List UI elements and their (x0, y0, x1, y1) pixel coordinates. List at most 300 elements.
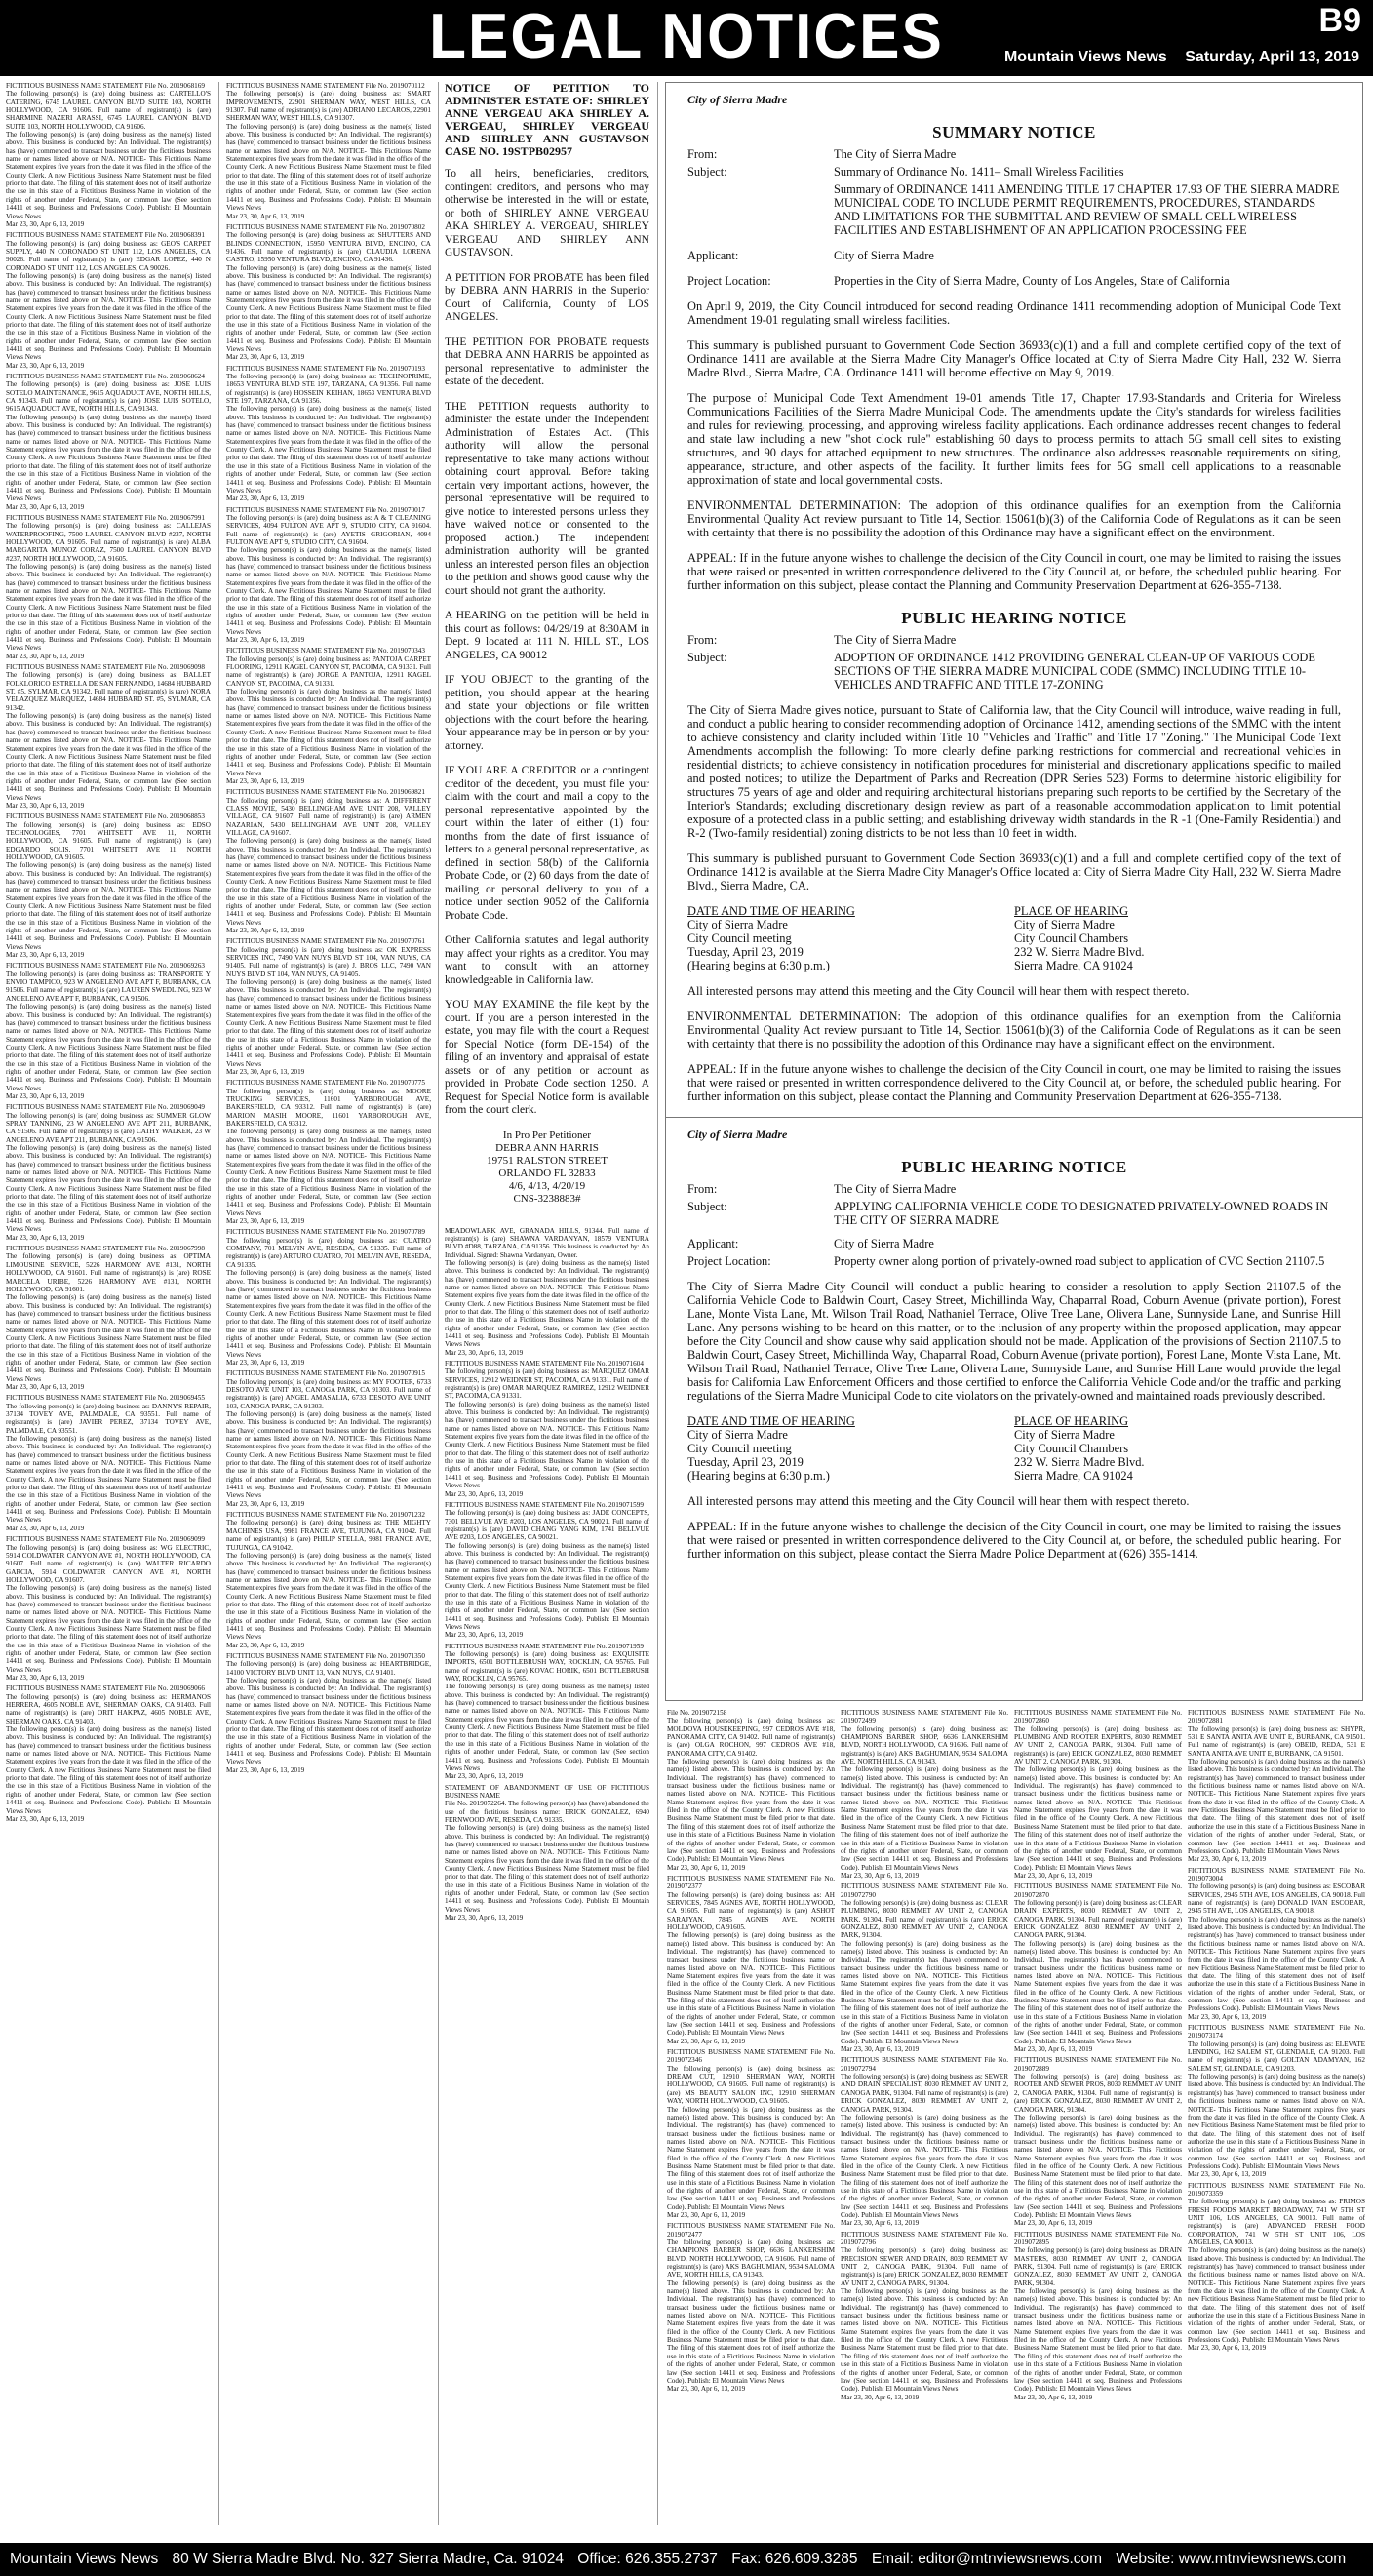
legal-notice (1188, 1867, 1365, 2022)
legal-notice (226, 506, 431, 645)
notice-body: The following person(s) is (are) doing business as: CHAMPIONS BARBER SHOP, 6636 LANKERSHIM BLVD, NORTH HOLLYWOOD, CA 91606. Full name of registrant(s) is (are) AKS BAGHUMIAN, 9534 SALOMA AVE, NORTH HILLS, CA 91343. (841, 1724, 1008, 1766)
notice-boilerplate: The following person(s) is (are) doing business as the name(s) listed above. This business is conducted by: An Individual. The registrant(s) has (have) commenced to transact business under the fictitious business name or names listed above on N/A. NOTICE- This Fictitious Name Statement expires five years from the date it was filed in the office of the County Clerk. A new Fictitious Business Name Statement must be filed prior to that date. The filing of this statement does not of itself authorize the use in this state of a Fictitious Business Name in violation of the rights of another under Federal, State, or common law (See section 14411 et seq. Business and Professions Code). Publish: El Mountain Views News (841, 1939, 1008, 2045)
notice-heading: STATEMENT OF ABANDONMENT OF USE OF FICTITIOUS BUSINESS NAME (445, 1783, 649, 1800)
date-line: City of Sierra Madre (687, 918, 788, 931)
legal-notice (667, 2222, 835, 2393)
notice-body: The following person(s) is (are) doing business as: DREAM CUT, 12910 SHERMAN WAY, NORTH HOLLYWOOD, CA 91605. Full name of registrant(s) is (are) MS BEAUTY SALON INC, 12910 SHERMAN WAY, NORTH HOLLYWOOD, CA 91605. (667, 2064, 835, 2106)
notice-publish-dates: Mar 23, 30, Apr 6, 13, 2019 (1188, 1855, 1267, 1864)
hearing-paragraph: This summary is published pursuant to Government Code Section 36933(c)(1) and a full and complete certified copy of the text of Ordinance 1412 is available at the Sierra Madre City Manager's Office located at City of Sierra Madre City Hall, 232 W. Sierra Madre Blvd., Sierra Madre, CA. (687, 852, 1341, 892)
notice-body: The following person(s) is (are) doing business as: TRANSPORTE Y ENVIO TAMPICO, 923 W ANGELENO AVE APT F, BURBANK, CA 91506. Full name of registrant(s) is (are) LAUREN SWEDLING, 923 W ANGELENO AVE APT F, BURBANK, CA 91506. (6, 970, 211, 1003)
legal-notice (445, 1227, 649, 1358)
legal-notice (6, 1394, 211, 1532)
notice-body: The following person(s) is (are) doing business as: PANTOJA CARPET FLOORING, 12911 KAGEL CANYON ST, PACOIMA, CA 91331. Full name of registrant(s) is (are) JORGE A PANTOJA, 12911 KAGEL CANYON ST, PACOIMA, CA 91331. (226, 654, 431, 688)
notice-publish-dates: Mar 23, 30, Apr 6, 13, 2019 (6, 801, 85, 810)
legal-notice (1188, 1709, 1365, 1864)
notice-boilerplate: The following person(s) is (are) doing business as the name(s) listed above. This business is conducted by: An Individual. The registrant(s) has (have) commenced to transact business under the fictitious business name or names listed above on N/A. NOTICE- This Fictitious Name Statement expires five years from the date it was filed in the office of the County Clerk. A new Fictitious Business Name Statement must be filed prior to that date. The filing of this statement does not of itself authorize the use in this state of a Fictitious Business Name in violation of the rights of another under Federal, State, or common law (See section 14411 et seq. Business and Professions Code). Publish: El Mountain Views News (841, 2287, 1008, 2394)
legal-column-6 (1014, 1709, 1182, 2525)
notice-heading: FICTITIOUS BUSINESS NAME STATEMENT File No. 2019071604 (445, 1360, 644, 1367)
notice-heading: FICTITIOUS BUSINESS NAME STATEMENT File No. 2019069821 (226, 788, 425, 797)
footer-office: Office: 626.355.2737 (577, 2551, 718, 2567)
date-line: City Council meeting (687, 931, 792, 945)
notice-heading: FICTITIOUS BUSINESS NAME STATEMENT File No. 2019070343 (226, 647, 425, 655)
notice-heading: FICTITIOUS BUSINESS NAME STATEMENT File No. 2019073004 (1188, 1866, 1365, 1882)
from-value: The City of Sierra Madre (834, 1182, 957, 1196)
dateline (991, 49, 1359, 66)
notice-publish-dates: Mar 23, 30, Apr 6, 13, 2019 (6, 951, 85, 960)
location-label: Project Location: (687, 1254, 771, 1268)
notice-boilerplate: The following person(s) is (are) doing business as the name(s) listed above. This business is conducted by: An Individual. The registrant(s) has (have) commenced to transact business under the fictitious business name or names listed above on N/A. NOTICE- This Fictitious Name Statement expires five years from the date it was filed in the office of the County Clerk. A new Fictitious Business Name Statement must be filed prior to that date. The filing of this statement does not of itself authorize the use in this state of a Fictitious Business Name in violation of the rights of another under Federal, State, or common law (See section 14411 et seq. Business and Professions Code). Publish: El Mountain Views News (841, 2113, 1008, 2219)
notice-publish-dates: Mar 23, 30, Apr 6, 13, 2019 (6, 1091, 85, 1100)
notice-heading: FICTITIOUS BUSINESS NAME STATEMENT File No. 2019070017 (226, 505, 425, 514)
notice-heading: FICTITIOUS BUSINESS NAME STATEMENT File No. 2019069455 (6, 1394, 205, 1403)
city-name: City of Sierra Madre (687, 93, 788, 106)
place-line: Sierra Madre, CA 91024 (1014, 959, 1133, 972)
notice-body: The following person(s) is (are) doing business as: BALLET FOLKLORICO ESTRELLA DE SAN FERNANDO, 14684 HUBBARD ST. #5, SYLMAR, CA 91342. Full name of registrant(s) is (are) NORA VELAZQUEZ MARQUEZ, 14684 HUBBARD ST. #5, SYLMAR, CA 91342. (6, 671, 211, 712)
place-line: City Council Chambers (1014, 931, 1129, 945)
notice-publish-dates: Mar 23, 30, Apr 6, 13, 2019 (226, 636, 305, 645)
date-heading: DATE AND TIME OF HEARING (687, 904, 855, 918)
paper-name: Mountain Views News (1003, 49, 1167, 65)
notice-heading: FICTITIOUS BUSINESS NAME STATEMENT File No. 2019070775 (226, 1079, 425, 1088)
signature-line: DEBRA ANN HARRIS (495, 1141, 599, 1154)
legal-notice (6, 1245, 211, 1391)
notice-boilerplate: The following person(s) is (are) doing business as the name(s) listed above. This business is conducted by: An Individual. The registrant(s) has (have) commenced to transact business under the fictitious business name or names listed above on N/A. NOTICE- This Fictitious Name Statement expires five years from the date it was filed in the office of the County Clerk. A new Fictitious Business Name Statement must be filed prior to that date. The filing of this statement does not of itself authorize the use in this state of a Fictitious Business Name in violation of the rights of another under Federal, State, or common law (See section 14411 et seq. Business and Professions Code). Publish: El Mountain Views News (445, 1400, 649, 1490)
probate-paragraph: YOU MAY EXAMINE the file kept by the court. If you are a person interested in the estate, you may file with the court a Request for Special Notice (form DE-154) of the filing of an inventory and appraisal of estate assets or of any petition or account as provided in Probate Code section 1250. A Request for Special Notice form is available from the court clerk. (445, 999, 649, 1116)
legal-notice (1014, 2231, 1182, 2401)
notice-heading: FICTITIOUS BUSINESS NAME STATEMENT File No. 2019073359 (1188, 2181, 1365, 2198)
notice-body: The following person(s) is (are) doing business as: PRIMOS FRESH FOODS MARKET BROADWAY, 741 W 5TH ST UNIT 106, LOS ANGELES, CA 90013. Full name of registrant(s) is (are) ADVANCED FRESH FOOD CORPORATION, 741 W 5TH ST UNIT 106, LOS ANGELES, CA 90013. (1188, 2198, 1365, 2246)
legal-notice (841, 2231, 1008, 2401)
subject-label: Subject: (687, 651, 727, 664)
notice-publish-dates: Mar 23, 30, Apr 6, 13, 2019 (226, 1641, 305, 1649)
summary-heading: SUMMARY NOTICE (932, 123, 1096, 141)
notice-boilerplate: The following person(s) is (are) doing business as the name(s) listed above. This business is conducted by: An Individual. The registrant(s) has (have) commenced to transact business under the fictitious business name or names listed above on N/A. NOTICE- This Fictitious Name Statement expires five years from the date it was filed in the office of the County Clerk. A new Fictitious Business Name Statement must be filed prior to that date. The filing of this statement does not of itself authorize the use in this state of a Fictitious Business Name in violation of the rights of another under Federal, State, or common law (See section 14411 et seq. Business and Professions Code). Publish: El Mountain Views News (6, 712, 211, 802)
date-line: Tuesday, April 23, 2019 (687, 1455, 804, 1469)
legal-notice (1014, 1709, 1182, 1880)
notice-body: The following person(s) is (are) doing business as: CLEAR DRAIN EXPERTS, 8030 REMMET AV UNIT 2, CANOGA PARK, 91304. Full name of registrant(s) is (are) ERICK GONZALEZ, 8030 REMMET AV UNIT 2, CANOGA PARK, 91304. (1014, 1898, 1182, 1940)
notice-boilerplate: The following person(s) is (are) doing business as the name(s) listed above. This business is conducted by: An Individual. The registrant(s) has (have) commenced to transact business under the fictitious business name or names listed above on N/A. NOTICE- This Fictitious Name Statement expires five years from the date it was filed in the office of the County Clerk. A new Fictitious Business Name Statement must be filed prior to that date. The filing of this statement does not of itself authorize the use in this state of a Fictitious Business Name in violation of the rights of another under Federal, State, or common law (See section 14411 et seq. Business and Professions Code). Publish: El Mountain Views News (1188, 2246, 1365, 2345)
notice-heading: FICTITIOUS BUSINESS NAME STATEMENT File No. 2019070802 (226, 222, 425, 231)
notice-heading: FICTITIOUS BUSINESS NAME STATEMENT File No. 2019070761 (226, 937, 425, 946)
notice-publish-dates: Mar 23, 30, Apr 6, 13, 2019 (6, 1233, 85, 1242)
notice-publish-dates: Mar 23, 30, Apr 6, 13, 2019 (841, 2045, 920, 2054)
notice-heading: FICTITIOUS BUSINESS NAME STATEMENT File No. 2019072377 (667, 1874, 835, 1891)
legal-notice (6, 1103, 211, 1242)
notice-heading: FICTITIOUS BUSINESS NAME STATEMENT File No. 2019072796 (841, 2230, 1008, 2246)
notice-body: The following person(s) is (are) doing business as: A & T CLEANING SERVICES, 4094 FULTON AVE APT 9, STUDIO CITY, CA 91604. Full name of registrant(s) is (are) AYETIS GRIGORIAN, 4094 FULTON AVE APT 9, STUDIO CITY, CA 91604. (226, 513, 431, 546)
probate-paragraph: IF YOU OBJECT to the granting of the petition, you should appear at the hearing and state your objections or file written objections with the court before the hearing. Your appearance may be in person or by your attorney. (445, 674, 649, 752)
legal-column-2 (226, 82, 431, 2525)
notice-publish-dates: Mar 23, 30, Apr 6, 13, 2019 (6, 502, 85, 511)
notice-boilerplate: The following person(s) is (are) doing business as the name(s) listed above. This business is conducted by: An Individual. The registrant(s) has (have) commenced to transact business under the fictitious business name or names listed above on N/A. NOTICE- This Fictitious Name Statement expires five years from the date it was filed in the office of the County Clerk. A new Fictitious Business Name Statement must be filed prior to that date. The filing of this statement does not of itself authorize the use in this state of a Fictitious Business Name in violation of the rights of another under Federal, State, or common law (See section 14411 et seq. Business and Professions Code). Publish: El Mountain Views News (6, 1725, 211, 1815)
notice-heading: FICTITIOUS BUSINESS NAME STATEMENT File No. 2019069263 (6, 962, 205, 971)
notice-boilerplate: The following person(s) is (are) doing business as the name(s) listed above. This business is conducted by: An Individual. The registrant(s) has (have) commenced to transact business under the fictitious business name or names listed above on N/A. NOTICE- This Fictitious Name Statement expires five years from the date it was filed in the office of the County Clerk. A new Fictitious Business Name Statement must be filed prior to that date. The filing of this statement does not of itself authorize the use in this state of a Fictitious Business Name in violation of the rights of another under Federal, State, or common law (See section 14411 et seq. Business and Professions Code). Publish: El Mountain Views News (841, 1765, 1008, 1872)
notice-publish-dates: Mar 23, 30, Apr 6, 13, 2019 (1014, 2219, 1093, 2228)
summary-paragraph: ENVIRONMENTAL DETERMINATION: The adoption of this ordinance qualifies for an exemption from the California Environmental Quality Act review pursuant to Title 14, Section 15061(b)(3) of the California Code of Regulations as it can be seen with certainty that there is no possibility the adoption of this Ordinance may have a significant effect on the environment. (687, 498, 1341, 539)
notice-publish-dates: Mar 23, 30, Apr 6, 13, 2019 (6, 652, 85, 660)
column-rule (438, 82, 439, 2525)
column-rule (657, 82, 658, 2525)
notice-publish-dates: Mar 23, 30, Apr 6, 13, 2019 (226, 1217, 305, 1226)
hearing-heading: PUBLIC HEARING NOTICE (901, 609, 1127, 627)
legal-notice (6, 373, 211, 511)
notice-boilerplate: The following person(s) is (are) doing business as the name(s) listed above. This business is conducted by: An Individual. The registrant(s) has (have) commenced to transact business under the fictitious business name or names listed above on N/A. NOTICE- This Fictitious Name Statement expires five years from the date it was filed in the office of the County Clerk. A new Fictitious Business Name Statement must be filed prior to that date. The filing of this statement does not of itself authorize the use in this state of a Fictitious Business Name in violation of the rights of another under Federal, State, or common law (See section 14411 et seq. Business and Professions Code). Publish: El Mountain Views News (226, 1128, 431, 1217)
notice-body: The following person(s) is (are) doing business as: TECHNOPRIME, 18653 VENTURA BLVD STE 197, TARZANA, CA 91356. Full name of registrant(s) is (are) HOSSEIN KEIHAN, 18653 VENTURA BLVD STE 197, TARZANA, CA 91356. (226, 373, 431, 406)
legal-notice (226, 1511, 431, 1649)
signature-line: 4/6, 4/13, 4/20/19 (508, 1179, 586, 1192)
notice-publish-dates: Mar 23, 30, Apr 6, 13, 2019 (841, 2219, 920, 2228)
notice-publish-dates: Mar 23, 30, Apr 6, 13, 2019 (1014, 1871, 1093, 1880)
notice-heading: FICTITIOUS BUSINESS NAME STATEMENT File No. 2019068853 (6, 812, 205, 821)
notice-heading: FICTITIOUS BUSINESS NAME STATEMENT File No. 2019069099 (6, 1535, 205, 1544)
footer-bar (0, 2543, 1373, 2576)
notice-body: The following person(s) is (are) doing business as: CHAMPIONS BARBER SHOP, 6636 LANKERSHIM BLVD, NORTH HOLLYWOOD, CA 91606. Full name of registrant(s) is (are) AKS BAGHUMIAN, 9534 SALOMA AVE, NORTH HILLS, CA 91343. (667, 2239, 835, 2279)
notice-body: The following person(s) is (are) doing business as: CLEAR PLUMBING, 8030 REMMET AV UNIT 2, CANOGA PARK, 91304. Full name of registrant(s) is (are) ERICK GONZALEZ, 8030 REMMET AV UNIT 2, CANOGA PARK, 91304. (841, 1898, 1008, 1940)
notice-body: The following person(s) is (are) doing business as: CARTELLO'S CATERING, 6745 LAUREL CANYON BLVD SUITE 103, NORTH HOLLYWOOD, CA 91606. Full name of registrant(s) is (are) SHARMINE NAZERI ARASSI, 6745 LAUREL CANYON BLVD SUITE 103, NORTH HOLLYWOOD, CA 91606. (6, 90, 211, 131)
hearing-paragraph: APPEAL: If in the future anyone wishes to challenge the decision of the City Council in court, one may be limited to raising the issues that were raised or presented in written correspondence delivered to the City Council at, or before, the scheduled public hearing. For further information on this subject, please contact the Planning and Community Preservation Department at 626-355-7138. (687, 1062, 1341, 1103)
legal-notice (226, 1369, 431, 1508)
legal-column-1 (6, 82, 211, 2525)
notice-body: The following person(s) is (are) doing business as: DRAIN MASTERS, 8030 REMMET AV UNIT 2, CANOGA PARK, 91304. Full name of registrant(s) is (are) ERICK GONZALEZ, 8030 REMMET AV UNIT 2, CANOGA PARK, 91304. (1014, 2246, 1182, 2287)
place-line: Sierra Madre, CA 91024 (1014, 1469, 1133, 1483)
page-number: B9 (1318, 2, 1361, 39)
probate-paragraph: Other California statutes and legal authority may affect your rights as a creditor. You may want to consult with an attorney knowledgeable in California law. (445, 934, 649, 986)
from-label: From: (687, 147, 718, 161)
notice-boilerplate: The following person(s) is (are) doing business as the name(s) listed above. This business is conducted by: An Individual. The registrant(s) has (have) commenced to transact business under the fictitious business name or names listed above on N/A. NOTICE- This Fictitious Name Statement expires five years from the date it was filed in the office of the County Clerk. A new Fictitious Business Name Statement must be filed prior to that date. The filing of this statement does not of itself authorize the use in this state of a Fictitious Business Name in violation of the rights of another under Federal, State, or common law (See section 14411 et seq. Business and Professions Code). Publish: El Mountain Views News (1188, 2073, 1365, 2170)
notice-publish-dates: Mar 23, 30, Apr 6, 13, 2019 (6, 1814, 85, 1823)
probate-title: NOTICE OF PETITION TO ADMINISTER ESTATE OF: SHIRLEY ANNE VERGEAU AKA SHIRLEY A. VERGEAU, SHIRLEY VERGEAU AND SHIRLEY ANN GUSTAVSON CASE NO. 19STPB02957 (445, 82, 649, 158)
notice-publish-dates: Mar 23, 30, Apr 6, 13, 2019 (1188, 2012, 1267, 2021)
legal-notice (1188, 2182, 1365, 2353)
notice-body: MEADOWLARK AVE, GRANADA HILLS, 91344. Full name of registrant(s) is (are) SHAWNA VARDANYAN, 18579 VENTURA BLVD #D88, TARZANA, CA 91356. This business is conducted by: An Individual. Signed: Shawna Vardanyan, Owner. (445, 1226, 649, 1259)
subject-value: Summary of Ordinance No. 1411– Small Wireless Facilities (834, 165, 1124, 178)
notice-body: The following person(s) is (are) doing business as: A DIFFERENT CLASS MOVIE, 5430 BELLINGHAM AVE UNIT 208, VALLEY VILLAGE, CA 91607. Full name of registrant(s) is (are) ARMEN NAZARIAN, 5430 BELLINGHAM AVE UNIT 208, VALLEY VILLAGE, CA 91607. (226, 796, 431, 837)
notice-body: The following person(s) is (are) doing business as: MOORE TRUCKING SERVICES, 11601 YARBOROUGH AVE, BAKERSFIELD, CA 93312. Full name of registrant(s) is (are) MARION MASIH MOORE, 11601 YARBOROUGH AVE, BAKERSFIELD, CA 93312. (226, 1087, 431, 1128)
notice-publish-dates: Mar 23, 30, Apr 6, 13, 2019 (1188, 2344, 1267, 2353)
hearing-paragraph: ENVIRONMENTAL DETERMINATION: The adoption of this ordinance qualifies for an exemption from the California Environmental Quality Act review pursuant to Title 14, Section 15061(b)(3) of the California Code of Regulations as it can be seen with certainty that there is no possibility the adoption of this Ordinance may have a significant effect on the environment. (687, 1010, 1341, 1050)
location-value: Property owner along portion of privately-owned road subject to application of CVC Section 21107.5 (834, 1254, 1325, 1268)
legal-notice (226, 788, 431, 934)
notice-body: The following person(s) is (are) doing business as: CALLEJAS WATERPROOFING, 7500 LAUREL CANYON BLVD #237, NORTH HOLLYWOOD, CA 91605. Full name of registrant(s) is (are) ALBA MARGARITA MUNOZ CORAZ, 7500 LAUREL CANYON BLVD #237, NORTH HOLLYWOOD, CA 91605. (6, 522, 211, 563)
notice-publish-dates: Mar 23, 30, Apr 6, 13, 2019 (226, 1067, 305, 1076)
city-name: City of Sierra Madre (687, 1128, 788, 1141)
notice-boilerplate: The following person(s) is (are) doing business as the name(s) listed above. This business is conducted by: An Individual. The registrant(s) has (have) commenced to transact business under the fictitious business name or names listed above on N/A. NOTICE- This Fictitious Name Statement expires five years from the date it was filed in the office of the County Clerk. A new Fictitious Business Name Statement must be filed prior to that date. The filing of this statement does not of itself authorize the use in this state of a Fictitious Business Name in violation of the rights of another under Federal, State, or common law (See section 14411 et seq. Business and Professions Code). Publish: El Mountain Views News (226, 1677, 431, 1766)
signature-line: In Pro Per Petitioner (502, 1129, 592, 1141)
page-title: LEGAL NOTICES (429, 1, 944, 72)
legal-notice (667, 1709, 835, 1872)
summary-paragraph: This summary is published pursuant to Government Code Section 36933(c)(1) and a full and complete certified copy of the text of Ordinance 1411 are available at the Sierra Madre City Manager's Office located at City of Sierra Madre City Hall, 232 W. Sierra Madre Blvd., Sierra Madre, CA. Ordinance 1411 will become effective on May 9, 2019. (687, 338, 1341, 379)
legal-column-7 (1188, 1709, 1365, 2525)
notice-publish-dates: Mar 23, 30, Apr 6, 13, 2019 (1188, 2170, 1267, 2179)
notice-heading: FICTITIOUS BUSINESS NAME STATEMENT File No. 2019072346 (667, 2048, 835, 2065)
legal-notice (226, 1079, 431, 1225)
notice-body: The following person(s) is (are) doing business as: OPTIMA LIMOUSINE SERVICE, 5226 HARMONY AVE #131, NORTH HOLLYWOOD, CA 91601. Full name of registrant(s) is (are) ROSE MARCELA URIBE, 5226 HARMONY AVE #131, NORTH HOLLYWOOD, CA 91601. (6, 1252, 211, 1293)
summary-paragraph: The purpose of Municipal Code Text Amendment 19-01 amends Title 17, Chapter 17.93-Standards and Criteria for Wireless Communications Facilities of the Sierra Madre Municipal Code. The amendments update the City's standards for wireless facilities and rules for reviewing, processing, and approving wireless facility applications. Each ordinance addresses recent changes to federal and state law including a new "shot clock rule" establishing 60 days to process permits to attach 5G small cell sites to existing structures, and 90 days for attached equipment to new structures. The ordinance also addresses reasonable requirements on siting, appearance, structure, and other aspects of the facility. It further limits fees for 5G small cell applications to a reasonable approximation of state and local governmental costs. (687, 391, 1341, 487)
notice-publish-dates: Mar 23, 30, Apr 6, 13, 2019 (6, 1382, 85, 1391)
date-line: (Hearing begins at 6:30 p.m.) (687, 959, 830, 972)
notice-boilerplate: The following person(s) is (are) doing business as the name(s) listed above. This business is conducted by: An Individual. The registrant(s) has (have) commenced to transact business under the fictitious business name or names listed above on N/A. NOTICE- This Fictitious Name Statement expires five years from the date it was filed in the office of the County Clerk. A new Fictitious Business Name Statement must be filed prior to that date. The filing of this statement does not of itself authorize the use in this state of a Fictitious Business Name in violation of the rights of another under Federal, State, or common law (See section 14411 et seq. Business and Professions Code). Publish: El Mountain Views News (226, 546, 431, 636)
from-label: From: (687, 633, 718, 647)
probate-notice (445, 82, 649, 1206)
legal-notice (226, 82, 431, 220)
masthead (0, 0, 1373, 76)
date-line: (Hearing begins at 6:30 p.m.) (687, 1469, 830, 1483)
footer-paper: Mountain Views News (10, 2551, 159, 2567)
notice-heading: File No. 2019072158 (667, 1709, 727, 1717)
notice-boilerplate: The following person(s) is (are) doing business as the name(s) listed above. This business is conducted by: An Individual. The registrant(s) has (have) commenced to transact business under the fictitious business name or names listed above on N/A. NOTICE- This Fictitious Name Statement expires five years from the date it was filed in the office of the County Clerk. A new Fictitious Business Name Statement must be filed prior to that date. The filing of this statement does not of itself authorize the use in this state of a Fictitious Business Name in violation of the rights of another under Federal, State, or common law (See section 14411 et seq. Business and Professions Code). Publish: El Mountain Views News (1188, 1758, 1365, 1855)
summary-paragraph: On April 9, 2019, the City Council introduced for second reading Ordinance 1411 recommending adoption of Municipal Code Text Amendment 19-01 regulating small wireless facilities. (687, 299, 1341, 327)
notice-body: The following person(s) is (are) doing business as: ROOTER AND SEWER PROS, 8030 REMMET AV UNIT 2, CANOGA PARK, 91304. Full name of registrant(s) is (are) ERICK GONZALEZ, 8030 REMMET AV UNIT 2, CANOGA PARK, 91304. (1014, 2073, 1182, 2114)
notice-publish-dates: Mar 23, 30, Apr 6, 13, 2019 (667, 2210, 746, 2219)
notice-heading: FICTITIOUS BUSINESS NAME STATEMENT File No. 2019070193 (226, 364, 425, 373)
notice-boilerplate: The following person(s) is (are) doing business as the name(s) listed above. This business is conducted by: An Individual. The registrant(s) has (have) commenced to transact business under the fictitious business name or names listed above on N/A. NOTICE- This Fictitious Name Statement expires five years from the date it was filed in the office of the County Clerk. A new Fictitious Business Name Statement must be filed prior to that date. The filing of this statement does not of itself authorize the use in this state of a Fictitious Business Name in violation of the rights of another under Federal, State, or common law (See section 14411 et seq. Business and Professions Code). Publish: El Mountain Views News (445, 1683, 649, 1772)
footer-website: Website: www.mtnviewsnews.com (1116, 2551, 1347, 2567)
notice-body: The following person(s) is (are) doing business as: MOLDOVA HOUSEKEEPING, 997 CEDROS AVE #18, PANORAMA CITY, CA 91402. Full name of registrant(s) is (are) OLGA ROCHON, 997 CEDROS AVE #18, PANORAMA CITY, CA 91402. (667, 1717, 835, 1758)
legal-notice (667, 1875, 835, 2045)
notice-boilerplate: The following person(s) is (are) doing business as the name(s) listed above. This business is conducted by: An Individual. The registrant(s) has (have) commenced to transact business under the fictitious business name or names listed above on N/A. NOTICE- This Fictitious Name Statement expires five years from the date it was filed in the office of the County Clerk. A new Fictitious Business Name Statement must be filed prior to that date. The filing of this statement does not of itself authorize the use in this state of a Fictitious Business Name in violation of the rights of another under Federal, State, or common law (See section 14411 et seq. Business and Professions Code). Publish: El Mountain Views News (667, 2279, 835, 2385)
notice-boilerplate: The following person(s) is (are) doing business as the name(s) listed above. This business is conducted by: An Individual. The registrant(s) has (have) commenced to transact business under the fictitious business name or names listed above on N/A. NOTICE- This Fictitious Name Statement expires five years from the date it was filed in the office of the County Clerk. A new Fictitious Business Name Statement must be filed prior to that date. The filing of this statement does not of itself authorize the use in this state of a Fictitious Business Name in violation of the rights of another under Federal, State, or common law (See section 14411 et seq. Business and Professions Code). Publish: El Mountain Views News (226, 837, 431, 927)
hearing-paragraph: All interested persons may attend this meeting and the City Council will hear them with respect thereto. (687, 1494, 1190, 1508)
notice-heading: FICTITIOUS BUSINESS NAME STATEMENT File No. 2019069066 (6, 1684, 205, 1693)
notice-heading: FICTITIOUS BUSINESS NAME STATEMENT File No. 2019072499 (841, 1709, 1008, 1725)
legal-column-5 (841, 1709, 1008, 2525)
legal-notice (226, 223, 431, 362)
legal-notice (445, 1643, 649, 1781)
notice-body: The following person(s) is (are) doing business as: MY FOOTER, 6733 DESOTO AVE UNIT 103, CANOGA PARK, CA 91303. Full name of registrant(s) is (are) ANGEL AMASALIA, 6733 DESOTO AVE UNIT 103, CANOGA PARK, CA 91303. (226, 1377, 431, 1410)
notice-heading: FICTITIOUS BUSINESS NAME STATEMENT File No. 2019073174 (1188, 2024, 1365, 2041)
notice-heading: FICTITIOUS BUSINESS NAME STATEMENT File No. 2019067991 (6, 513, 205, 522)
notice-publish-dates: Mar 23, 30, Apr 6, 13, 2019 (667, 2385, 746, 2394)
notice-heading: FICTITIOUS BUSINESS NAME STATEMENT File No. 2019068391 (6, 231, 205, 240)
notice-heading: FICTITIOUS BUSINESS NAME STATEMENT File No. 2019072477 (667, 2222, 835, 2239)
notice-body: File No. 2019072264. The following person(s) has (have) abandoned the use of the fictitious business name: ERICK GONZALEZ, 6940 FERNWOOD AVE, RESEDA, CA 91335. (445, 1800, 649, 1824)
notice-heading: FICTITIOUS BUSINESS NAME STATEMENT File No. 2019072870 (1014, 1882, 1182, 1899)
notice-publish-dates: Mar 23, 30, Apr 6, 13, 2019 (226, 353, 305, 362)
legal-notice (445, 1360, 649, 1498)
notice-boilerplate: The following person(s) is (are) doing business as the name(s) listed above. This business is conducted by: An Individual. The registrant(s) has (have) commenced to transact business under the fictitious business name or names listed above on N/A. NOTICE- This Fictitious Name Statement expires five years from the date it was filed in the office of the County Clerk. A new Fictitious Business Name Statement must be filed prior to that date. The filing of this statement does not of itself authorize the use in this state of a Fictitious Business Name in violation of the rights of another under Federal, State, or common law (See section 14411 et seq. Business and Professions Code). Publish: El Mountain Views News (1014, 1939, 1182, 2045)
probate-paragraph: To all heirs, beneficiaries, creditors, contingent creditors, and persons who may otherwise be interested in the will or estate, or both of SHIRLEY ANNE VERGEAU AKA SHIRLEY A. VERGEAU, SHIRLEY VERGEAU AND SHIRLEY ANN GUSTAVSON. (445, 168, 649, 258)
notice-boilerplate: The following person(s) is (are) doing business as the name(s) listed above. This business is conducted by: An Individual. The registrant(s) has (have) commenced to transact business under the fictitious business name or names listed above on N/A. NOTICE- This Fictitious Name Statement expires five years from the date it was filed in the office of the County Clerk. A new Fictitious Business Name Statement must be filed prior to that date. The filing of this statement does not of itself authorize the use in this state of a Fictitious Business Name in violation of the rights of another under Federal, State, or common law (See section 14411 et seq. Business and Professions Code). Publish: El Mountain Views News (6, 562, 211, 653)
notice-publish-dates: Mar 23, 30, Apr 6, 13, 2019 (226, 212, 305, 220)
probate-signature (445, 1129, 649, 1206)
notice-publish-dates: Mar 23, 30, Apr 6, 13, 2019 (226, 495, 305, 503)
location-label: Project Location: (687, 274, 771, 288)
place-line: City Council Chambers (1014, 1442, 1129, 1455)
legal-notice (841, 2056, 1008, 2227)
applicant-label: Applicant: (687, 1237, 739, 1250)
notice-boilerplate: The following person(s) is (are) doing business as the name(s) listed above. This business is conducted by: An Individual. The registrant(s) has (have) commenced to transact business under the fictitious business name or names listed above on N/A. NOTICE- This Fictitious Name Statement expires five years from the date it was filed in the office of the County Clerk. A new Fictitious Business Name Statement must be filed prior to that date. The filing of this statement does not of itself authorize the use in this state of a Fictitious Business Name in violation of the rights of another under Federal, State, or common law (See section 14411 et seq. Business and Professions Code). Publish: El Mountain Views News (6, 1584, 211, 1674)
notice-boilerplate: The following person(s) is (are) doing business as the name(s) listed above. This business is conducted by: An Individual. The registrant(s) has (have) commenced to transact business under the fictitious business name or names listed above on N/A. NOTICE- This Fictitious Name Statement expires five years from the date it was filed in the office of the County Clerk. A new Fictitious Business Name Statement must be filed prior to that date. The filing of this statement does not of itself authorize the use in this state of a Fictitious Business Name in violation of the rights of another under Federal, State, or common law (See section 14411 et seq. Business and Professions Code). Publish: El Mountain Views News (445, 1824, 649, 1914)
notice-publish-dates: Mar 23, 30, Apr 6, 13, 2019 (445, 1914, 524, 1922)
legal-column-4 (667, 1709, 835, 2525)
legal-notice (6, 812, 211, 959)
notice-boilerplate: The following person(s) is (are) doing business as the name(s) listed above. This business is conducted by: An Individual. The registrant(s) has (have) commenced to transact business under the fictitious business name or names listed above on N/A. NOTICE- This Fictitious Name Statement expires five years from the date it was filed in the office of the County Clerk. A new Fictitious Business Name Statement must be filed prior to that date. The filing of this statement does not of itself authorize the use in this state of a Fictitious Business Name in violation of the rights of another under Federal, State, or common law (See section 14411 et seq. Business and Professions Code). Publish: El Mountain Views News (6, 861, 211, 951)
notice-publish-dates: Mar 23, 30, Apr 6, 13, 2019 (1014, 2393, 1093, 2401)
notice-body: The following person(s) is (are) doing business as: SMART IMPROVEMENTS, 22901 SHERMAN WAY, WEST HILLS, CA 91307. Full name of registrant(s) is (are) ADRIANO LECAROS, 22901 SHERMAN WAY, WEST HILLS, CA 91307. (226, 90, 431, 123)
notice-heading: FICTITIOUS BUSINESS NAME STATEMENT File No. 2019070112 (226, 82, 425, 90)
notice-boilerplate: The following person(s) is (are) doing business as the name(s) listed above. This business is conducted by: An Individual. The registrant(s) has (have) commenced to transact business under the fictitious business name or names listed above on N/A. NOTICE- This Fictitious Name Statement expires five years from the date it was filed in the office of the County Clerk. A new Fictitious Business Name Statement must be filed prior to that date. The filing of this statement does not of itself authorize the use in this state of a Fictitious Business Name in violation of the rights of another under Federal, State, or common law (See section 14411 et seq. Business and Professions Code). Publish: El Mountain Views News (667, 1931, 835, 2038)
notice-publish-dates: Mar 23, 30, Apr 6, 13, 2019 (226, 927, 305, 935)
notice-boilerplate: The following person(s) is (are) doing business as the name(s) listed above. This business is conducted by: An Individual. The registrant(s) has (have) commenced to transact business under the fictitious business name or names listed above on N/A. NOTICE- This Fictitious Name Statement expires five years from the date it was filed in the office of the County Clerk. A new Fictitious Business Name Statement must be filed prior to that date. The filing of this statement does not of itself authorize the use in this state of a Fictitious Business Name in violation of the rights of another under Federal, State, or common law (See section 14411 et seq. Business and Professions Code). Publish: El Mountain Views News (445, 1258, 649, 1349)
notice-body: The following person(s) is (are) doing business as: JADE CONCEPTS, 7301 BELLVUE AVE #203, LOS ANGELES, CA 90021. Full name of registrant(s) is (are) DAVID CHANG YANG KIM, 1741 BELLVUE AVE #203, LOS ANGELES, CA 90021. (445, 1509, 649, 1542)
notice-boilerplate: The following person(s) is (are) doing business as the name(s) listed above. This business is conducted by: An Individual. The registrant(s) has (have) commenced to transact business under the fictitious business name or names listed above on N/A. NOTICE- This Fictitious Name Statement expires five years from the date it was filed in the office of the County Clerk. A new Fictitious Business Name Statement must be filed prior to that date. The filing of this statement does not of itself authorize the use in this state of a Fictitious Business Name in violation of the rights of another under Federal, State, or common law (See section 14411 et seq. Business and Professions Code). Publish: El Mountain Views News (226, 405, 431, 495)
subject-value: ADOPTION OF ORDINANCE 1412 PROVIDING GENERAL CLEAN-UP OF VARIOUS CODE SECTIONS OF THE SIERRA MADRE MUNICIPAL CODE (SMMC) INCLUDING TITLE 10-VEHICLES AND TRAFFIC AND TITLE 17-ZONING (834, 651, 1315, 692)
notice-heading: FICTITIOUS BUSINESS NAME STATEMENT File No. 2019070789 (226, 1228, 425, 1237)
legal-notice (1014, 2056, 1182, 2227)
place-heading: PLACE OF HEARING (1014, 904, 1129, 918)
notice-publish-dates: Mar 23, 30, Apr 6, 13, 2019 (667, 2037, 746, 2045)
subject-label: Subject: (687, 165, 727, 178)
applicant-value: City of Sierra Madre (834, 1237, 934, 1250)
legal-notice (841, 1882, 1008, 2053)
legal-column-3 (445, 82, 649, 2525)
location-value: Properties in the City of Sierra Madre, County of Los Angeles, State of California (834, 274, 1230, 288)
legal-notice (226, 1652, 431, 1774)
probate-paragraph: THE PETITION FOR PROBATE requests that DEBRA ANN HARRIS be appointed as personal representative to administer the estate of the decedent. (445, 336, 649, 387)
divider (666, 1117, 1362, 1118)
probate-paragraph: IF YOU ARE A CREDITOR or a contingent creditor of the decedent, you must file your claim with the court and mail a copy to the personal representative appointed by the court within the later of either (1) four months from the date of first issuance of letters to a general personal representative, as defined in section 58(b) of the California Probate Code, or (2) 60 days from the date of mailing or personal delivery to you of a notice under section 9052 of the California Probate Code. (445, 765, 649, 922)
notice-heading: FICTITIOUS BUSINESS NAME STATEMENT File No. 2019069049 (6, 1103, 205, 1112)
notice-publish-dates: Mar 23, 30, Apr 6, 13, 2019 (445, 1631, 524, 1640)
notice-boilerplate: The following person(s) is (are) doing business as the name(s) listed above. This business is conducted by: An Individual. The registrant(s) has (have) commenced to transact business under the fictitious business name or names listed above on N/A. NOTICE- This Fictitious Name Statement expires five years from the date it was filed in the office of the County Clerk. A new Fictitious Business Name Statement must be filed prior to that date. The filing of this statement does not of itself authorize the use in this state of a Fictitious Business Name in violation of the rights of another under Federal, State, or common law (See section 14411 et seq. Business and Professions Code). Publish: El Mountain Views News (6, 1003, 211, 1092)
notice-body: The following person(s) is (are) doing business as: ELEVATE LENDING, 162 SALEM ST, GLENDALE, CA 91203. Full name of registrant(s) is (are) GOLTAN ADAMYAN, 162 SALEM ST, GLENDALE, CA 91203. (1188, 2040, 1365, 2073)
notice-heading: FICTITIOUS BUSINESS NAME STATEMENT File No. 2019071959 (445, 1642, 644, 1650)
notice-body: The following person(s) is (are) doing business as: SEWER AND DRAIN SPECIALIST, 8030 REMMET AV UNIT 2, CANOGA PARK, 91304. Full name of registrant(s) is (are) ERICK GONZALEZ, 8030 REMMET AV UNIT 2, CANOGA PARK, 91304. (841, 2073, 1008, 2114)
notice-publish-dates: Mar 23, 30, Apr 6, 13, 2019 (445, 1489, 524, 1498)
legal-notice (226, 937, 431, 1076)
notice-publish-dates: Mar 23, 30, Apr 6, 13, 2019 (6, 219, 85, 228)
date-line: City Council meeting (687, 1442, 792, 1455)
notice-body: The following person(s) is (are) doing business as: SHUTTERS AND BLINDS CONNECTION, 15950 VENTURA BLVD, ENCINO, CA 91436. Full name of registrant(s) is (are) CLAUDIA LORENA CASTRO, 15950 VENTURA BLVD, ENCINO, CA 91436. (226, 231, 431, 264)
notice-heading: FICTITIOUS BUSINESS NAME STATEMENT File No. 2019072889 (1014, 2056, 1182, 2073)
legal-notice (841, 1709, 1008, 1880)
city-notices-box (665, 82, 1363, 1701)
notice-boilerplate: The following person(s) is (are) doing business as the name(s) listed above. This business is conducted by: An Individual. The registrant(s) has (have) commenced to transact business under the fictitious business name or names listed above on N/A. NOTICE- This Fictitious Name Statement expires five years from the date it was filed in the office of the County Clerk. A new Fictitious Business Name Statement must be filed prior to that date. The filing of this statement does not of itself authorize the use in this state of a Fictitious Business Name in violation of the rights of another under Federal, State, or common law (See section 14411 et seq. Business and Professions Code). Publish: El Mountain Views News (1014, 2287, 1182, 2394)
legal-notice (6, 82, 211, 228)
notice-body: The following person(s) is (are) doing business as: GEO'S CARPET SUPPLY, 440 N CORONADO ST UNIT 112, LOS ANGELES, CA 90026. Full name of registrant(s) is (are) EDGAR LOPEZ, 440 N CORONADO ST UNIT 112, LOS ANGELES, CA 90026. (6, 239, 211, 272)
place-line: 232 W. Sierra Madre Blvd. (1014, 1455, 1145, 1469)
hearing-heading: PUBLIC HEARING NOTICE (901, 1158, 1127, 1176)
date-heading: DATE AND TIME OF HEARING (687, 1414, 855, 1428)
notice-heading: FICTITIOUS BUSINESS NAME STATEMENT File No. 2019071350 (226, 1651, 425, 1660)
notice-boilerplate: The following person(s) is (are) doing business as the name(s) listed above. This business is conducted by: An Individual. The registrant(s) has (have) commenced to transact business under the fictitious business name or names listed above on N/A. NOTICE- This Fictitious Name Statement expires five years from the date it was filed in the office of the County Clerk. A new Fictitious Business Name Statement must be filed prior to that date. The filing of this statement does not of itself authorize the use in this state of a Fictitious Business Name in violation of the rights of another under Federal, State, or common law (See section 14411 et seq. Business and Professions Code). Publish: El Mountain Views News (6, 1144, 211, 1234)
legal-notice (667, 2048, 835, 2219)
legal-notice (6, 1535, 211, 1682)
hearing-details (687, 1414, 1341, 1483)
applicant-label: Applicant: (687, 249, 739, 262)
notice-boilerplate: The following person(s) is (are) doing business as the name(s) listed above. This business is conducted by: An Individual. The registrant(s) has (have) commenced to transact business under the fictitious business name or names listed above on N/A. NOTICE- This Fictitious Name Statement expires five years from the date it was filed in the office of the County Clerk. A new Fictitious Business Name Statement must be filed prior to that date. The filing of this statement does not of itself authorize the use in this state of a Fictitious Business Name in violation of the rights of another under Federal, State, or common law (See section 14411 et seq. Business and Professions Code). Publish: El Mountain Views News (1188, 1915, 1365, 2013)
notice-heading: FICTITIOUS BUSINESS NAME STATEMENT File No. 2019068624 (6, 373, 205, 381)
notice-heading: FICTITIOUS BUSINESS NAME STATEMENT File No. 2019072790 (841, 1882, 1008, 1899)
notice-body: The following person(s) is (are) doing business as: ESCOBAR SERVICES, 2945 5TH AVE, LOS ANGELES, CA 90018. Full name of registrant(s) is (are) DONALD IVAN ESCOBAR, 2945 5TH AVE, LOS ANGELES, CA 90018. (1188, 1882, 1365, 1916)
from-value: The City of Sierra Madre (834, 633, 957, 647)
issue-date: Saturday, April 13, 2019 (1185, 49, 1359, 65)
notice-publish-dates: Mar 23, 30, Apr 6, 13, 2019 (226, 1499, 305, 1508)
notice-boilerplate: The following person(s) is (are) doing business as the name(s) listed above. This business is conducted by: An Individual. The registrant(s) has (have) commenced to transact business under the fictitious business name or names listed above on N/A. NOTICE- This Fictitious Name Statement expires five years from the date it was filed in the office of the County Clerk. A new Fictitious Business Name Statement must be filed prior to that date. The filing of this statement does not of itself authorize the use in this state of a Fictitious Business Name in violation of the rights of another under Federal, State, or common law (See section 14411 et seq. Business and Professions Code). Publish: El Mountain Views News (6, 1293, 211, 1383)
notice-heading: FICTITIOUS BUSINESS NAME STATEMENT File No. 2019070915 (226, 1369, 425, 1378)
subject-label: Subject: (687, 1200, 727, 1213)
notice-body: The following person(s) is (are) doing business as: DANNY'S REPAIR, 37134 TOVEY AVE, PALMDALE, CA 93551. Full name of registrant(s) is (are) JAVIER PEREZ, 37134 TOVEY AVE, PALMDALE, CA 93551. (6, 1402, 211, 1435)
notice-heading: FICTITIOUS BUSINESS NAME STATEMENT File No. 2019071232 (226, 1511, 425, 1520)
notice-heading: FICTITIOUS BUSINESS NAME STATEMENT File No. 2019072895 (1014, 2230, 1182, 2246)
probate-paragraph: A PETITION FOR PROBATE has been filed by DEBRA ANN HARRIS in the Superior Court of California, County of LOS ANGELES. (445, 271, 649, 323)
footer-fax: Fax: 626.609.3285 (731, 2551, 858, 2567)
notice-body: The following person(s) is (are) doing business as: HEARTBRIDGE, 14100 VICTORY BLVD UNIT 13, VAN NUYS, CA 91401. (226, 1660, 431, 1677)
date-line: City of Sierra Madre (687, 1428, 788, 1442)
subject-value: APPLYING CALIFORNIA VEHICLE CODE TO DESIGNATED PRIVATELY-OWNED ROADS IN THE CITY OF SIERRA MADRE (834, 1200, 1329, 1227)
notice-boilerplate: The following person(s) is (are) doing business as the name(s) listed above. This business is conducted by: An Individual. The registrant(s) has (have) commenced to transact business under the fictitious business name or names listed above on N/A. NOTICE- This Fictitious Name Statement expires five years from the date it was filed in the office of the County Clerk. A new Fictitious Business Name Statement must be filed prior to that date. The filing of this statement does not of itself authorize the use in this state of a Fictitious Business Name in violation of the rights of another under Federal, State, or common law (See section 14411 et seq. Business and Professions Code). Publish: El Mountain Views News (226, 1551, 431, 1642)
hearing-paragraph: The City of Sierra Madre gives notice, pursuant to State of California law, that the City Council will introduce, waive reading in full, and conduct a public hearing to consider recommending adoption of Ordinance 1412, amending sections of the SMMC with the intent to achieve consistency and clarity included within Title 10 "Vehicles and Traffic" and Title 17 "Zoning." The Municipal Code Text Amendments accomplish the following: To more clearly define parking restrictions for commercial and recreational vehicles in residential districts; to achieve consistency in notification procedures for ministerial and discretionary applications specific to mailed and posted notices; to utilize the Department of Parks and Recreation (DPR Series 523) Forms to determine historic eligibility for structures 75 years of age and older and requiring architectural historians preparing such reports to be certified by the Secretary of the Interior's Standards; excluding discretionary design review as part of a reasonable accommodation application to limit potential exposure of a protected class in a public setting; and establishing driveway width standards in the R -1 (One-Family Residential) and R-2 (Two-family residential) zoning districts to be not less than 10 feet in width. (687, 703, 1341, 840)
applicant-value: City of Sierra Madre (834, 249, 934, 262)
notice-heading: FICTITIOUS BUSINESS NAME STATEMENT File No. 2019068169 (6, 82, 205, 90)
legal-notice (6, 663, 211, 810)
notice-boilerplate: The following person(s) is (are) doing business as the name(s) listed above. This business is conducted by: An Individual. The registrant(s) has (have) commenced to transact business under the fictitious business name or names listed above on N/A. NOTICE- This Fictitious Name Statement expires five years from the date it was filed in the office of the County Clerk. A new Fictitious Business Name Statement must be filed prior to that date. The filing of this statement does not of itself authorize the use in this state of a Fictitious Business Name in violation of the rights of another under Federal, State, or common law (See section 14411 et seq. Business and Professions Code). Publish: El Mountain Views News (445, 1541, 649, 1631)
notice-body: The following person(s) is (are) doing business as: PLUMBING AND ROOTER EXPERTS, 8030 REMMET AV UNIT 2, CANOGA PARK, 91304. Full name of registrant(s) is (are) ERICK GONZALEZ, 8030 REMMET AV UNIT 2, CANOGA PARK, 91304. (1014, 1724, 1182, 1766)
notice-publish-dates: Mar 23, 30, Apr 6, 13, 2019 (6, 1674, 85, 1682)
notice-heading: FICTITIOUS BUSINESS NAME STATEMENT File No. 2019071599 (445, 1500, 644, 1509)
place-heading: PLACE OF HEARING (1014, 1414, 1129, 1428)
notice-boilerplate: The following person(s) is (are) doing business as the name(s) listed above. This business is conducted by: An Individual. The registrant(s) has (have) commenced to transact business under the fictitious business name or names listed above on N/A. NOTICE- This Fictitious Name Statement expires five years from the date it was filed in the office of the County Clerk. A new Fictitious Business Name Statement must be filed prior to that date. The filing of this statement does not of itself authorize the use in this state of a Fictitious Business Name in violation of the rights of another under Federal, State, or common law (See section 14411 et seq. Business and Professions Code). Publish: El Mountain Views News (6, 1435, 211, 1525)
notice-publish-dates: Mar 23, 30, Apr 6, 13, 2019 (6, 1524, 85, 1532)
probate-paragraph: THE PETITION requests authority to administer the estate under the Independent Administration of Estates Act. (This authority will allow the personal representative to take many actions without obtaining court approval. Before taking certain very important actions, however, the personal representative will be required to give notice to interested persons unless they have waived notice or consented to the proposed action.) The independent administration authority will be granted unless an interested person files an objection to the petition and shows good cause why the court should not grant the authority. (445, 400, 649, 597)
notice-boilerplate: The following person(s) is (are) doing business as the name(s) listed above. This business is conducted by: An Individual. The registrant(s) has (have) commenced to transact business under the fictitious business name or names listed above on N/A. NOTICE- This Fictitious Name Statement expires five years from the date it was filed in the office of the County Clerk. A new Fictitious Business Name Statement must be filed prior to that date. The filing of this statement does not of itself authorize the use in this state of a Fictitious Business Name in violation of the rights of another under Federal, State, or common law (See section 14411 et seq. Business and Professions Code). Publish: El Mountain Views News (6, 131, 211, 220)
place-line: City of Sierra Madre (1014, 1428, 1115, 1442)
notice-boilerplate: The following person(s) is (are) doing business as the name(s) listed above. This business is conducted by: An Individual. The registrant(s) has (have) commenced to transact business under the fictitious business name or names listed above on N/A. NOTICE- This Fictitious Name Statement expires five years from the date it was filed in the office of the County Clerk. A new Fictitious Business Name Statement must be filed prior to that date. The filing of this statement does not of itself authorize the use in this state of a Fictitious Business Name in violation of the rights of another under Federal, State, or common law (See section 14411 et seq. Business and Professions Code). Publish: El Mountain Views News (226, 263, 431, 353)
notice-body: The following person(s) is (are) doing business as: THE MIGHTY MACHINES USA, 9981 FRANCE AVE, TUJUNGA, CA 91042. Full name of registrant(s) is (are) PHILIP STELLA, 9981 FRANCE AVE, TUJUNGA, CA 91042. (226, 1519, 431, 1552)
notice-body: The following person(s) is (are) doing business as: WG ELECTRIC, 5914 COLDWATER CANYON AVE #1, NORTH HOLLYWOOD, CA 91607. Full name of registrant(s) is (are) WALTER RICARDO GARCIA, 5914 COLDWATER CANYON AVE #1, NORTH HOLLYWOOD, CA 91607. (6, 1543, 211, 1584)
notice-body: The following person(s) is (are) doing business as: HERMANOS HERRERA, 4605 NOBLE AVE, SHERMAN OAKS, CA 91403. Full name of registrant(s) is (are) ORIT HAKPAZ, 4605 NOBLE AVE, SHERMAN OAKS, CA 91403. (6, 1692, 211, 1725)
hearing-paragraph: The City of Sierra Madre City Council will conduct a public hearing to consider a resolution to apply Section 21107.5 of the California Vehicle Code to Baldwin Court, Casey Street, Michillinda Way, Chaparral Road, Coburn Avenue (private portion), Forest Lane, Monte Vista Lane, Mt. Wilson Trail Road, Nathaniel Terrace, Olive Tree Lane, Olivera Lane, Sunnyside Lane, and Sunrise Hill Lane. Any persons wishing to be heard on this matter, or to the inclusion of any property within the proposed application, may appear before the City Council and show cause why said application should not be made. Application of the provisions of Section 21107.5 to Baldwin Court, Casey Street, Michillinda Way, Chaparral Road, Coburn Avenue (private portion), Forest Lane, Monte Vista Lane, Mt. Wilson Trail Road, Nathaniel Terrace, Olive Tree Lane, Olivera Lane, Sunnyside Lane, and Sunrise Hill Lane would provide the legal basis for California Law Enforcement Officers and those certified to enforce the California Vehicle Code and/or the traffic and parking regulations of the Sierra Madre Municipal Code to cite violators on the privately-owned and maintained roads previously described. (687, 1280, 1341, 1403)
notice-heading: FICTITIOUS BUSINESS NAME STATEMENT File No. 2019072881 (1188, 1709, 1365, 1725)
notice-boilerplate: The following person(s) is (are) doing business as the name(s) listed above. This business is conducted by: An Individual. The registrant(s) has (have) commenced to transact business under the fictitious business name or names listed above on N/A. NOTICE- This Fictitious Name Statement expires five years from the date it was filed in the office of the County Clerk. A new Fictitious Business Name Statement must be filed prior to that date. The filing of this statement does not of itself authorize the use in this state of a Fictitious Business Name in violation of the rights of another under Federal, State, or common law (See section 14411 et seq. Business and Professions Code). Publish: El Mountain Views News (6, 413, 211, 503)
probate-paragraph: A HEARING on the petition will be held in this court as follows: 04/29/19 at 8:30AM in Dept. 9 located at 111 N. HILL ST., LOS ANGELES, CA 90012 (445, 610, 649, 661)
legal-notice (6, 1684, 211, 1823)
legal-notice (445, 1784, 649, 1922)
notice-publish-dates: Mar 23, 30, Apr 6, 13, 2019 (667, 1863, 746, 1872)
legal-notice (1014, 1882, 1182, 2053)
notice-boilerplate: The following person(s) is (are) doing business as the name(s) listed above. This business is conducted by: An Individual. The registrant(s) has (have) commenced to transact business under the fictitious business name or names listed above on N/A. NOTICE- This Fictitious Name Statement expires five years from the date it was filed in the office of the County Clerk. A new Fictitious Business Name Statement must be filed prior to that date. The filing of this statement does not of itself authorize the use in this state of a Fictitious Business Name in violation of the rights of another under Federal, State, or common law (See section 14411 et seq. Business and Professions Code). Publish: El Mountain Views News (6, 271, 211, 362)
notice-body: The following person(s) is (are) doing business as: AH SERVICES, 7845 AGNES AVE, NORTH HOLLYWOOD, CA 91605. Full name of registrant(s) is (are) ASHOT SARAJYAN, 7845 AGNES AVE, NORTH HOLLYWOOD, CA 91605. (667, 1890, 835, 1931)
from-value: The City of Sierra Madre (834, 147, 957, 161)
notice-body: The following person(s) is (are) doing business as: JOSE LUIS SOTELO MAINTENANCE, 9615 AQUADUCT AVE, NORTH HILLS, CA 91343. Full name of registrant(s) is (are) JOSE LUIS SOTELO, 9615 AQUADUCT AVE, NORTH HILLS, CA 91343. (6, 380, 211, 414)
footer-email: Email: editor@mtnviewsnews.com (871, 2551, 1103, 2567)
notice-body: The following person(s) is (are) doing business as: SUMMER GLOW SPRAY TANNING, 23 W ANGELENO AVE APT 211, BURBANK, CA 91506. Full name of registrant(s) is (are) CATHY WALKER, 23 W ANGELENO AVE APT 211, BURBANK, CA 91506. (6, 1111, 211, 1144)
notice-boilerplate: The following person(s) is (are) doing business as the name(s) listed above. This business is conducted by: An Individual. The registrant(s) has (have) commenced to transact business under the fictitious business name or names listed above on N/A. NOTICE- This Fictitious Name Statement expires five years from the date it was filed in the office of the County Clerk. A new Fictitious Business Name Statement must be filed prior to that date. The filing of this statement does not of itself authorize the use in this state of a Fictitious Business Name in violation of the rights of another under Federal, State, or common law (See section 14411 et seq. Business and Professions Code). Publish: El Mountain Views News (667, 2105, 835, 2211)
notice-publish-dates: Mar 23, 30, Apr 6, 13, 2019 (226, 776, 305, 785)
notice-boilerplate: The following person(s) is (are) doing business as the name(s) listed above. This business is conducted by: An Individual. The registrant(s) has (have) commenced to transact business under the fictitious business name or names listed above on N/A. NOTICE- This Fictitious Name Statement expires five years from the date it was filed in the office of the County Clerk. A new Fictitious Business Name Statement must be filed prior to that date. The filing of this statement does not of itself authorize the use in this state of a Fictitious Business Name in violation of the rights of another under Federal, State, or common law (See section 14411 et seq. Business and Professions Code). Publish: El Mountain Views News (226, 688, 431, 777)
notice-body: The following person(s) is (are) doing business as: EXQUISITE IMPORTS, 6501 BOTTLEBRUSH WAY, ROCKLIN, CA 95765. Full name of registrant(s) is (are) KOVAC HORIK, 6501 BOTTLEBRUSH WAY, ROCKLIN, CA 95765. (445, 1650, 649, 1684)
place-line: 232 W. Sierra Madre Blvd. (1014, 945, 1145, 959)
notice-body: The following person(s) is (are) doing business as: MARQUEZ OMAR SERVICES, 12912 WEIDNER ST, PACOIMA, CA 91331. Full name of registrant(s) is (are) OMAR MARQUEZ RAMIREZ, 12912 WEIDNER ST, PACOIMA, CA 91331. (445, 1367, 649, 1401)
notice-boilerplate: The following person(s) is (are) doing business as the name(s) listed above. This business is conducted by: An Individual. The registrant(s) has (have) commenced to transact business under the fictitious business name or names listed above on N/A. NOTICE- This Fictitious Name Statement expires five years from the date it was filed in the office of the County Clerk. A new Fictitious Business Name Statement must be filed prior to that date. The filing of this statement does not of itself authorize the use in this state of a Fictitious Business Name in violation of the rights of another under Federal, State, or common law (See section 14411 et seq. Business and Professions Code). Publish: El Mountain Views News (226, 1410, 431, 1500)
legal-notice (226, 1228, 431, 1367)
notice-publish-dates: Mar 23, 30, Apr 6, 13, 2019 (226, 1358, 305, 1367)
notice-boilerplate: The following person(s) is (are) doing business as the name(s) listed above. This business is conducted by: An Individual. The registrant(s) has (have) commenced to transact business under the fictitious business name or names listed above on N/A. NOTICE- This Fictitious Name Statement expires five years from the date it was filed in the office of the County Clerk. A new Fictitious Business Name Statement must be filed prior to that date. The filing of this statement does not of itself authorize the use in this state of a Fictitious Business Name in violation of the rights of another under Federal, State, or common law (See section 14411 et seq. Business and Professions Code). Publish: El Mountain Views News (667, 1758, 835, 1864)
hearing-details (687, 904, 1341, 972)
legal-notice (226, 365, 431, 503)
notice-body: The following person(s) is (are) doing business as: PRECISION SEWER AND DRAIN, 8030 REMMET AV UNIT 2, CANOGA PARK, 91304. Full name of registrant(s) is (are) ERICK GONZALEZ, 8030 REMMET AV UNIT 2, CANOGA PARK, 91304. (841, 2246, 1008, 2287)
notice-boilerplate: The following person(s) is (are) doing business as the name(s) listed above. This business is conducted by: An Individual. The registrant(s) has (have) commenced to transact business under the fictitious business name or names listed above on N/A. NOTICE- This Fictitious Name Statement expires five years from the date it was filed in the office of the County Clerk. A new Fictitious Business Name Statement must be filed prior to that date. The filing of this statement does not of itself authorize the use in this state of a Fictitious Business Name in violation of the rights of another under Federal, State, or common law (See section 14411 et seq. Business and Professions Code). Publish: El Mountain Views News (226, 122, 431, 213)
notice-heading: FICTITIOUS BUSINESS NAME STATEMENT File No. 2019067998 (6, 1245, 205, 1253)
date-line: Tuesday, April 23, 2019 (687, 945, 804, 959)
legal-notice (445, 1501, 649, 1640)
notice-body: The following person(s) is (are) doing business as: EDSO TECHNOLOGIES, 7701 WHITSETT AVE 11, NORTH HOLLYWOOD, CA 91605. Full name of registrant(s) is (are) EDGARDO SOLIS, 7701 WHITSETT AVE 11, NORTH HOLLYWOOD, CA 91605. (6, 820, 211, 861)
signature-line: 19751 RALSTON STREET (487, 1154, 608, 1167)
notice-body: The following person(s) is (are) doing business as: OK EXPRESS SERVICES INC, 7490 VAN NUYS BLVD ST 104, VAN NUYS, CA 91405. Full name of registrant(s) is (are) J. BROS LLC, 7490 VAN NUYS BLVD ST 104, VAN NUYS, CA 91405. (226, 945, 431, 978)
notice-heading: FICTITIOUS BUSINESS NAME STATEMENT File No. 2019072860 (1014, 1709, 1182, 1725)
column-rule (218, 82, 219, 2525)
notice-heading: FICTITIOUS BUSINESS NAME STATEMENT File No. 2019072794 (841, 2056, 1008, 2073)
